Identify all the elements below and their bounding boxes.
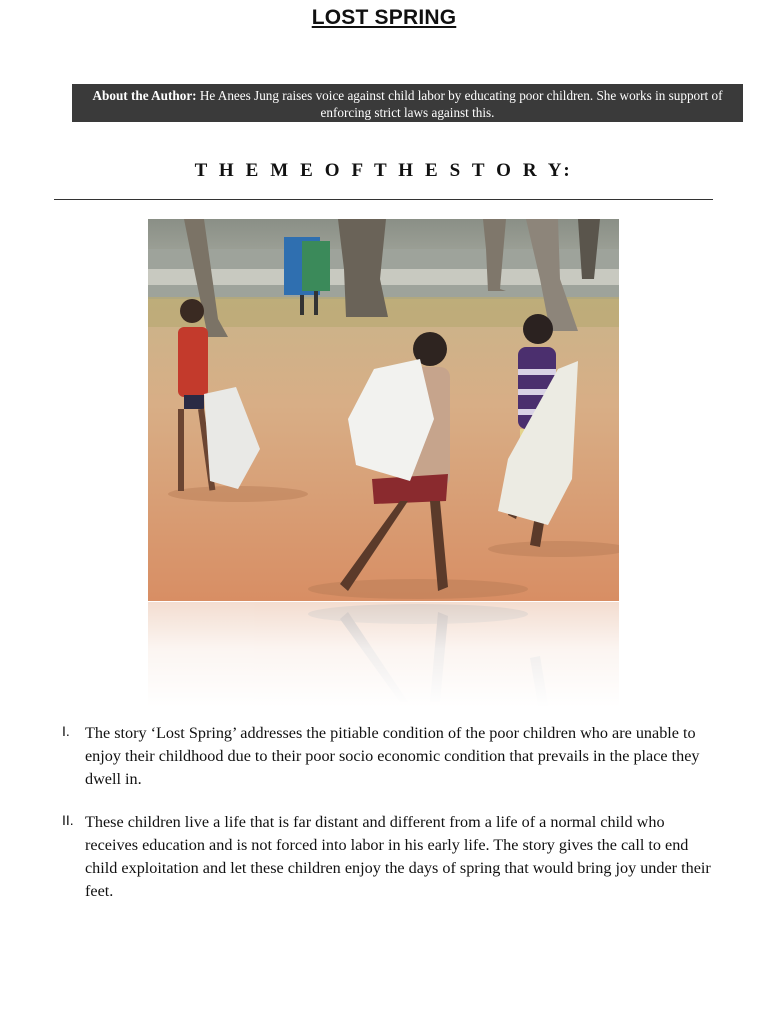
list-numeral: II. [62, 812, 74, 828]
list-numeral: I. [62, 723, 70, 739]
reflection-fade [148, 602, 619, 707]
list-item-text: These children live a life that is far distant and different from a life of a normal child who receives education and is not forced into labor in his early life. The story gives the call to end child exploitation and let these children enjoy the days of spring that would bring joy under their feet. [85, 813, 711, 900]
photo-reflection [148, 602, 619, 707]
about-author-box [72, 84, 743, 122]
children-photo [148, 219, 619, 601]
about-author-text: He Anees Jung raises voice against child labor by educating poor children. She works in support of enforcing strict laws against this. [196, 88, 723, 120]
about-author-label: About the Author: [92, 88, 197, 103]
page-title: LOST SPRING [311, 6, 457, 29]
list-item-text: The story ‘Lost Spring’ addresses the pitiable condition of the poor children who are unable to enjoy their childhood due to their poor socio economic condition that prevails in the place they dwell in. [85, 724, 700, 788]
photo-children-carrying-sacks-icon [148, 219, 619, 601]
horizontal-rule [54, 199, 713, 200]
theme-heading: T H E M E O F T H E S T O R Y: [194, 160, 574, 181]
